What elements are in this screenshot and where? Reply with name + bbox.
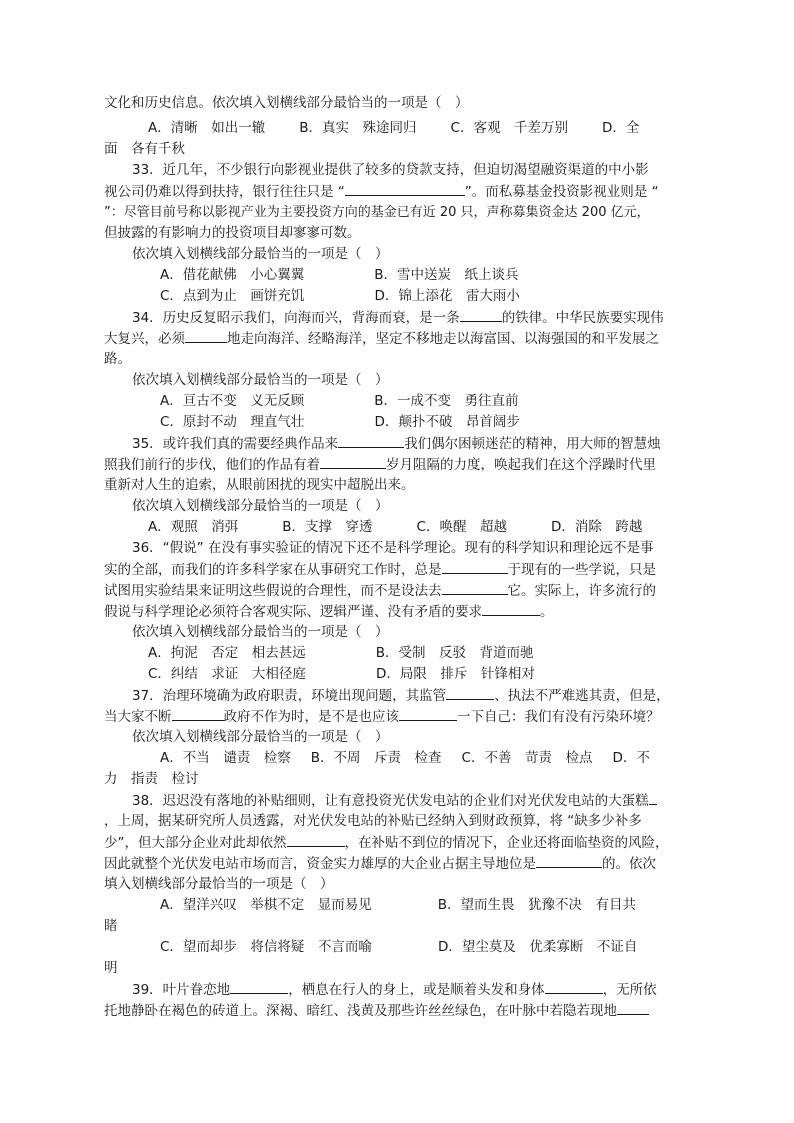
option-row: [160, 412, 735, 433]
text-line: 填入划横线部分最恰当的一项是（ ）: [104, 876, 334, 892]
instruction: 依次填入划横线部分最恰当的一项是（ ）: [132, 729, 389, 745]
text-line: 明: [104, 960, 118, 976]
question-33: 33．近几年，不少银行向影视业提供了较多的贷款支持，但迫切渴望融资渠道的中小影: [132, 162, 649, 178]
option-c: C．原封不动 理直气壮: [160, 414, 305, 430]
instruction: 依次填入划横线部分最恰当的一项是（ ）: [132, 372, 389, 388]
text-line: 试图用实验结果来证明这些假说的合理性，而不是设法去 它。实际上，许多流行的: [104, 580, 679, 602]
text-line: ，上周，据某研究所人员透露，对光伏发电站的补贴已经纳入到财政预算，将 “缺多少补多: [104, 813, 642, 829]
option-d: D．不: [612, 750, 650, 766]
text-line: 文化和历史信息。依次填入划横线部分最恰当的一项是（ ）: [104, 95, 469, 111]
text-line: 大复兴，必须 地走向海洋、经略海洋，坚定不移地走以海富国、以海强国的和平发展之: [104, 328, 679, 350]
blank: [399, 706, 457, 721]
question-34: 34．历史反复昭示我们，向海而兴，背海而衰，是一条 的铁律。中华民族要实现伟: [132, 307, 707, 329]
blank: [320, 454, 386, 469]
option-a: A．望洋兴叹 举棋不定 显而易见: [160, 897, 372, 913]
option-a: A．观照 消弭: [148, 519, 239, 535]
text-line: 当大家不断 政府不作为时，是不是也应该 一下自己：我们有没有污染环境？: [104, 706, 679, 728]
question-37: 37．治理环境确为政府职责，环境出现问题，其监管 、执法不严难逃其责，但是，: [132, 685, 707, 707]
text-line: 照我们前行的步伐，他们的作品有着 岁月阻隔的力度，唤起我们在这个浮躁时代里: [104, 454, 679, 476]
text-line: 路。: [104, 351, 131, 367]
option-a: A．清晰 如出一辙: [148, 120, 266, 136]
option-row: [160, 286, 735, 307]
text-line: 少”，但大部分企业对此却依然 ，在补贴不到位的情况下，企业还将面临垫资的风险，: [104, 832, 679, 854]
option-b: B．真实 殊途同归: [299, 120, 417, 136]
option-a: A．亘古不变 义无反顾: [160, 393, 305, 409]
option-a: A．借花献佛 小心翼翼: [160, 267, 305, 283]
text-line: 实的全部，而我们的许多科学家在从事研究工作时，总是 于现有的一些学说，只是: [104, 559, 679, 581]
blank: [442, 580, 508, 595]
option-c: C．望而却步 将信将疑 不言而喻: [160, 939, 372, 955]
blank: [172, 706, 224, 721]
option-b: B．受制 反驳 背道而驰: [375, 645, 534, 661]
blank: [338, 433, 404, 448]
blank: [536, 853, 602, 868]
text-line: 力 指责 检讨: [104, 771, 199, 787]
option-b: B．支撑 穿透: [282, 519, 373, 535]
text-line: 视公司仍难以得到扶持，银行往往只是 “ ”。而私募基金投资影视业则是 “: [104, 181, 679, 203]
text-line: 因此就整个光伏发电站市场而言，资金实力雄厚的大企业占据主导地位是 的。依次: [104, 853, 679, 875]
option-d: D．颠扑不破 昂首阔步: [374, 414, 520, 430]
blank: [185, 328, 227, 343]
option-d: D．局限 排斥 针锋相对: [375, 666, 535, 682]
option-a: A．拘泥 否定 相去甚远: [148, 645, 306, 661]
option-b: B．雪中送炭 纸上谈兵: [374, 267, 519, 283]
blank: [446, 685, 494, 700]
option-b: B．一成不变 勇往直前: [374, 393, 519, 409]
blank: [460, 307, 502, 322]
blank: [649, 790, 657, 805]
option-b: B．望而生畏 犹豫不决 有目共: [437, 897, 637, 913]
text-line: 但披露的有影响力的投资项目却寥寥可数。: [104, 225, 361, 241]
question-36: 36．“假说” 在没有事实验证的情况下还不是科学理论。现有的科学知识和理论远不是事: [132, 540, 654, 556]
text-line: 假说与科学理论必须符合客观实际、逻辑严谨、没有矛盾的要求 。: [104, 601, 679, 623]
option-c: C．客观 千差万别: [450, 120, 568, 136]
blank: [345, 181, 465, 196]
instruction: 依次填入划横线部分最恰当的一项是（ ）: [132, 246, 389, 262]
option-row: [148, 118, 723, 139]
option-d: D．全: [601, 120, 640, 136]
option-row: [160, 391, 735, 412]
blank: [287, 832, 345, 847]
blank: [617, 1000, 649, 1015]
text-line: 睹: [104, 918, 118, 934]
option-row: [160, 895, 735, 916]
option-row: [148, 643, 723, 664]
option-d: D．望尘莫及 优柔寡断 不证自: [437, 939, 638, 955]
instruction: 依次填入划横线部分最恰当的一项是（ ）: [132, 624, 389, 640]
option-row: [148, 664, 723, 685]
question-35: 35．或许我们真的需要经典作品来 我们偶尔困顿迷茫的精神，用大师的智慧烛: [132, 433, 707, 455]
blank: [482, 601, 540, 616]
option-row: [160, 937, 735, 958]
option-b: B．不周 斥责 检查: [310, 750, 442, 766]
option-row: [160, 748, 735, 769]
question-38: 38．迟迟没有落地的补贴细则，让有意投资光伏发电站的企业们对光伏发电站的大蛋糕: [132, 790, 707, 812]
option-d: D．消除 跨越: [550, 519, 643, 535]
option-a: A．不当 谴责 检察: [160, 750, 291, 766]
instruction: 依次填入划横线部分最恰当的一项是（ ）: [132, 498, 389, 514]
blank: [545, 979, 603, 994]
option-row: [148, 517, 723, 538]
text-line: ”：尽管目前号称以影视产业为主要投资方向的基金已有近 20 只，声称募集资金达 200 亿元，: [104, 205, 650, 220]
option-c: C．点到为止 画饼充饥: [160, 288, 305, 304]
option-c: C．不善 苛责 检点: [461, 750, 593, 766]
option-d: D．锦上添花 雷大雨小: [374, 288, 520, 304]
text-line: 重新对人生的追索，从眼前困扰的现实中超脱出来。: [104, 477, 415, 493]
text-line: 面 各有千秋: [104, 141, 185, 157]
option-c: C．唤醒 超越: [416, 519, 507, 535]
blank: [230, 979, 288, 994]
text-line: 托地静卧在褐色的砖道上。深褐、暗红、浅黄及那些许丝丝绿色，在叶脉中若隐若现地: [104, 1000, 679, 1022]
question-39: 39．叶片眷恋地 ，栖息在行人的身上，或是顺着头发和身体 ，无所依: [132, 979, 707, 1001]
option-c: C．纠结 求证 大相径庭: [148, 666, 306, 682]
blank: [442, 559, 508, 574]
option-row: [160, 265, 735, 286]
